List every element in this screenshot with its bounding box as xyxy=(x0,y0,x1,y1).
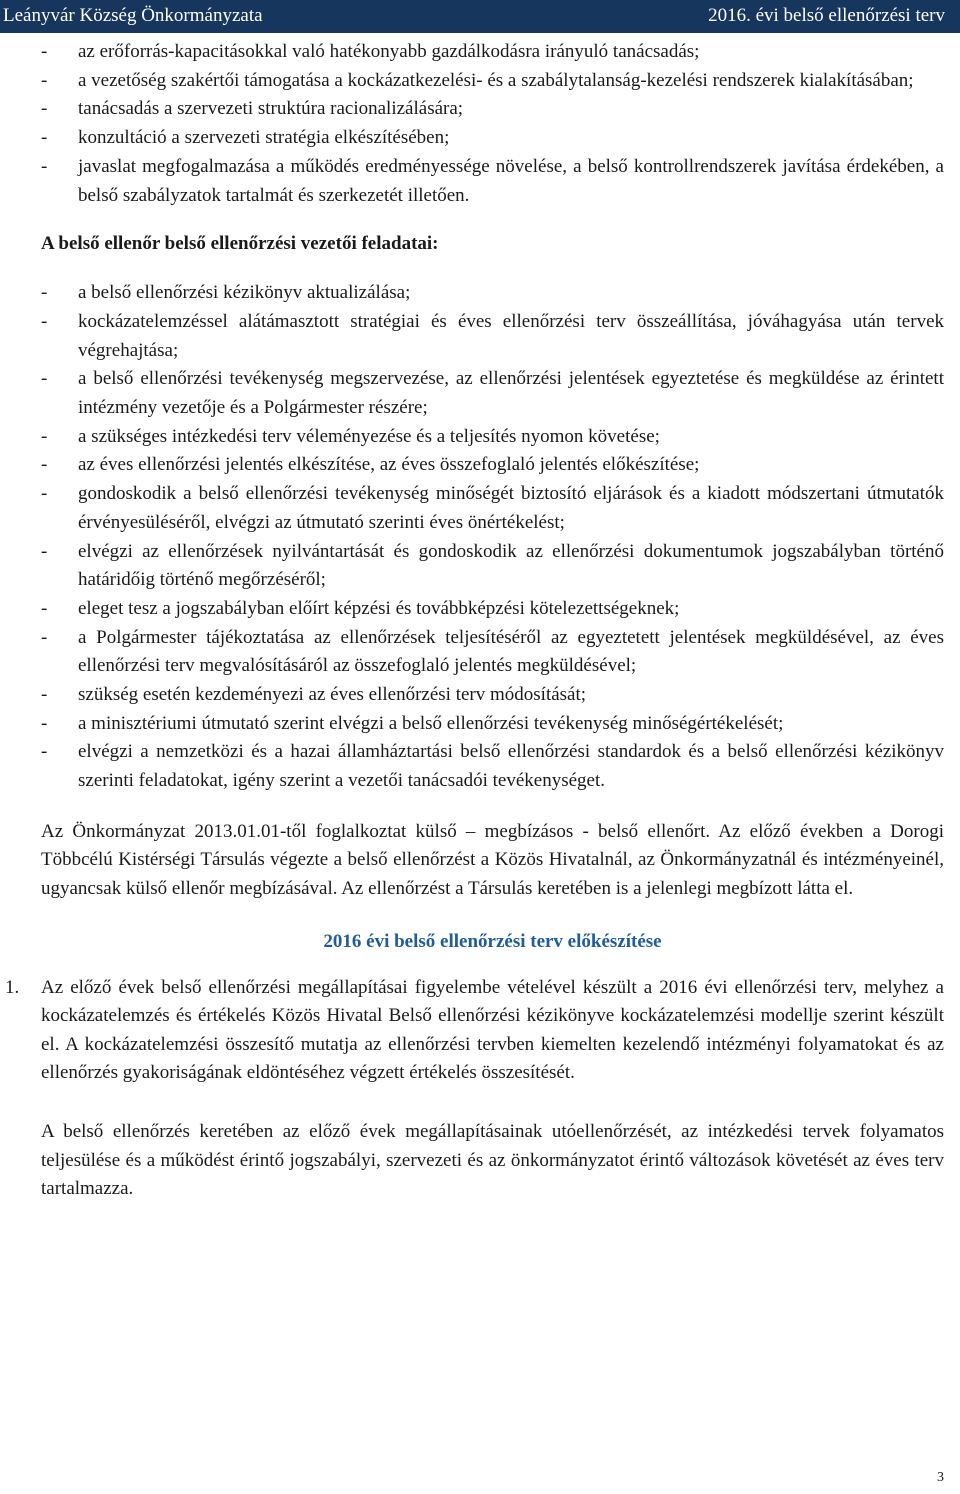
paragraph-number: 1. xyxy=(5,976,20,998)
section-heading: 2016 évi belső ellenőrzési terv előkészítése xyxy=(323,930,662,952)
list-item: - javaslat megfogalmazása a működés eredményessége növelése, a belső kontrollrendszerek javítása érdekében, a belső szabályzatok tartalmát és szerkezetét illetően. xyxy=(41,153,944,210)
list-item: - elvégzi a nemzetközi és a hazai államháztartási belső ellenőrzési standardok és a belső ellenőrzési kézikönyv szerinti feladatokat, igény szerint a vezetői tanácsadói tevékenységet. xyxy=(41,738,944,795)
list-item: - konzultáció a szervezeti stratégia elkészítésében; xyxy=(41,124,944,153)
list-item: - kockázatelemzéssel alátámasztott stratégiai és éves ellenőrzési terv összeállítása, jóváhagyása után tervek végrehajtása; xyxy=(41,308,944,365)
list-item: - az erőforrás-kapacitásokkal való hatékonyabb gazdálkodásra irányuló tanácsadás; xyxy=(41,38,944,67)
header-organization: Leányvár Község Önkormányzata xyxy=(3,5,263,26)
list-item: - a Polgármester tájékoztatása az ellenőrzések teljesítéséről az egyeztetett jelentések megküldésével, az éves ellenőrzési terv megvalósításáról az összefoglaló jelentés megküldésével; xyxy=(41,624,944,681)
list-item: - gondoskodik a belső ellenőrzési tevékenység minőségét biztosító eljárások és a kiadott módszertani útmutatók érvényesüléséről, elvégzi az útmutató szerinti éves önértékelést; xyxy=(41,480,944,537)
list-item: - az éves ellenőrzési jelentés elkészítése, az éves összefoglaló jelentés előkészítése; xyxy=(41,451,944,480)
numbered-paragraph xyxy=(5,974,944,1088)
header-document-title: 2016. évi belső ellenőrzési terv xyxy=(708,5,945,26)
advisory-list xyxy=(41,38,944,210)
list-item: - elvégzi az ellenőrzések nyilvántartását és gondoskodik az ellenőrzési dokumentumok jogszabályban történő határidőig történő megőrzéséről; xyxy=(41,538,944,595)
list-item: - szükség esetén kezdeményezi az éves ellenőrzési terv módosítását; xyxy=(41,681,944,710)
duties-list xyxy=(41,279,944,796)
list-item: - a belső ellenőrzési kézikönyv aktualizálása; xyxy=(41,279,944,308)
list-item: - a szükséges intézkedési terv véleményezése és a teljesítés nyomon követése; xyxy=(41,423,944,452)
section-title: A belső ellenőr belső ellenőrzési vezetői feladatai: xyxy=(41,233,439,255)
list-item: - a belső ellenőrzési tevékenység megszervezése, az ellenőrzési jelentések egyeztetése és megküldése az érintett intézmény vezetője és a Polgármester részére; xyxy=(41,365,944,422)
list-item: - a vezetőség szakértői támogatása a kockázatkezelési- és a szabálytalanság-kezelési rendszerek kialakításában; xyxy=(41,67,944,96)
page-number: 3 xyxy=(937,1470,944,1485)
list-item: - tanácsadás a szervezeti struktúra racionalizálására; xyxy=(41,95,944,124)
paragraph: A belső ellenőrzés keretében az előző évek megállapításainak utóellenőrzését, az intézkedési tervek folyamatos teljesülése és a működést érintő jogszabályi, szervezeti és az önkormányzatot érintő változások követését az éves terv tartalmazza. xyxy=(41,1121,944,1200)
paragraph: Az előző évek belső ellenőrzési megállapításai figyelembe vételével készült a 2016 évi ellenőrzési terv, melyhez a kockázatelemzés és értékelés Közös Hivatal Belső ellenőrzési kézikönyve kockázatelemzési modellje szerint készült el. A kockázatelemzési összesítő mutatja az ellenőrzési tervben kiemelten kezelendő intézményi folyamatokat és az ellenőrzés gyakoriságának eldöntéséhez végzett értékelés összesítését. xyxy=(41,976,944,1084)
paragraph: Az Önkormányzat 2013.01.01-től foglalkoztat külső – megbízásos - belső ellenőrt. Az előző években a Dorogi Többcélú Kistérségi Társulás végezte a belső ellenőrzést a Közös Hivatalnál, az Önkormányzatnál és intézményeinél, ugyancsak külső ellenőr megbízásával. Az ellenőrzést a Társulás keretében is a jelenlegi megbízott látta el. xyxy=(41,820,944,900)
page-header xyxy=(0,0,960,33)
list-item: - eleget tesz a jogszabályban előírt képzési és továbbképzési kötelezettségeknek; xyxy=(41,595,944,624)
document-body xyxy=(5,38,944,1204)
list-item: - a minisztériumi útmutató szerint elvégzi a belső ellenőrzési tevékenység minőségértékelését; xyxy=(41,710,944,739)
